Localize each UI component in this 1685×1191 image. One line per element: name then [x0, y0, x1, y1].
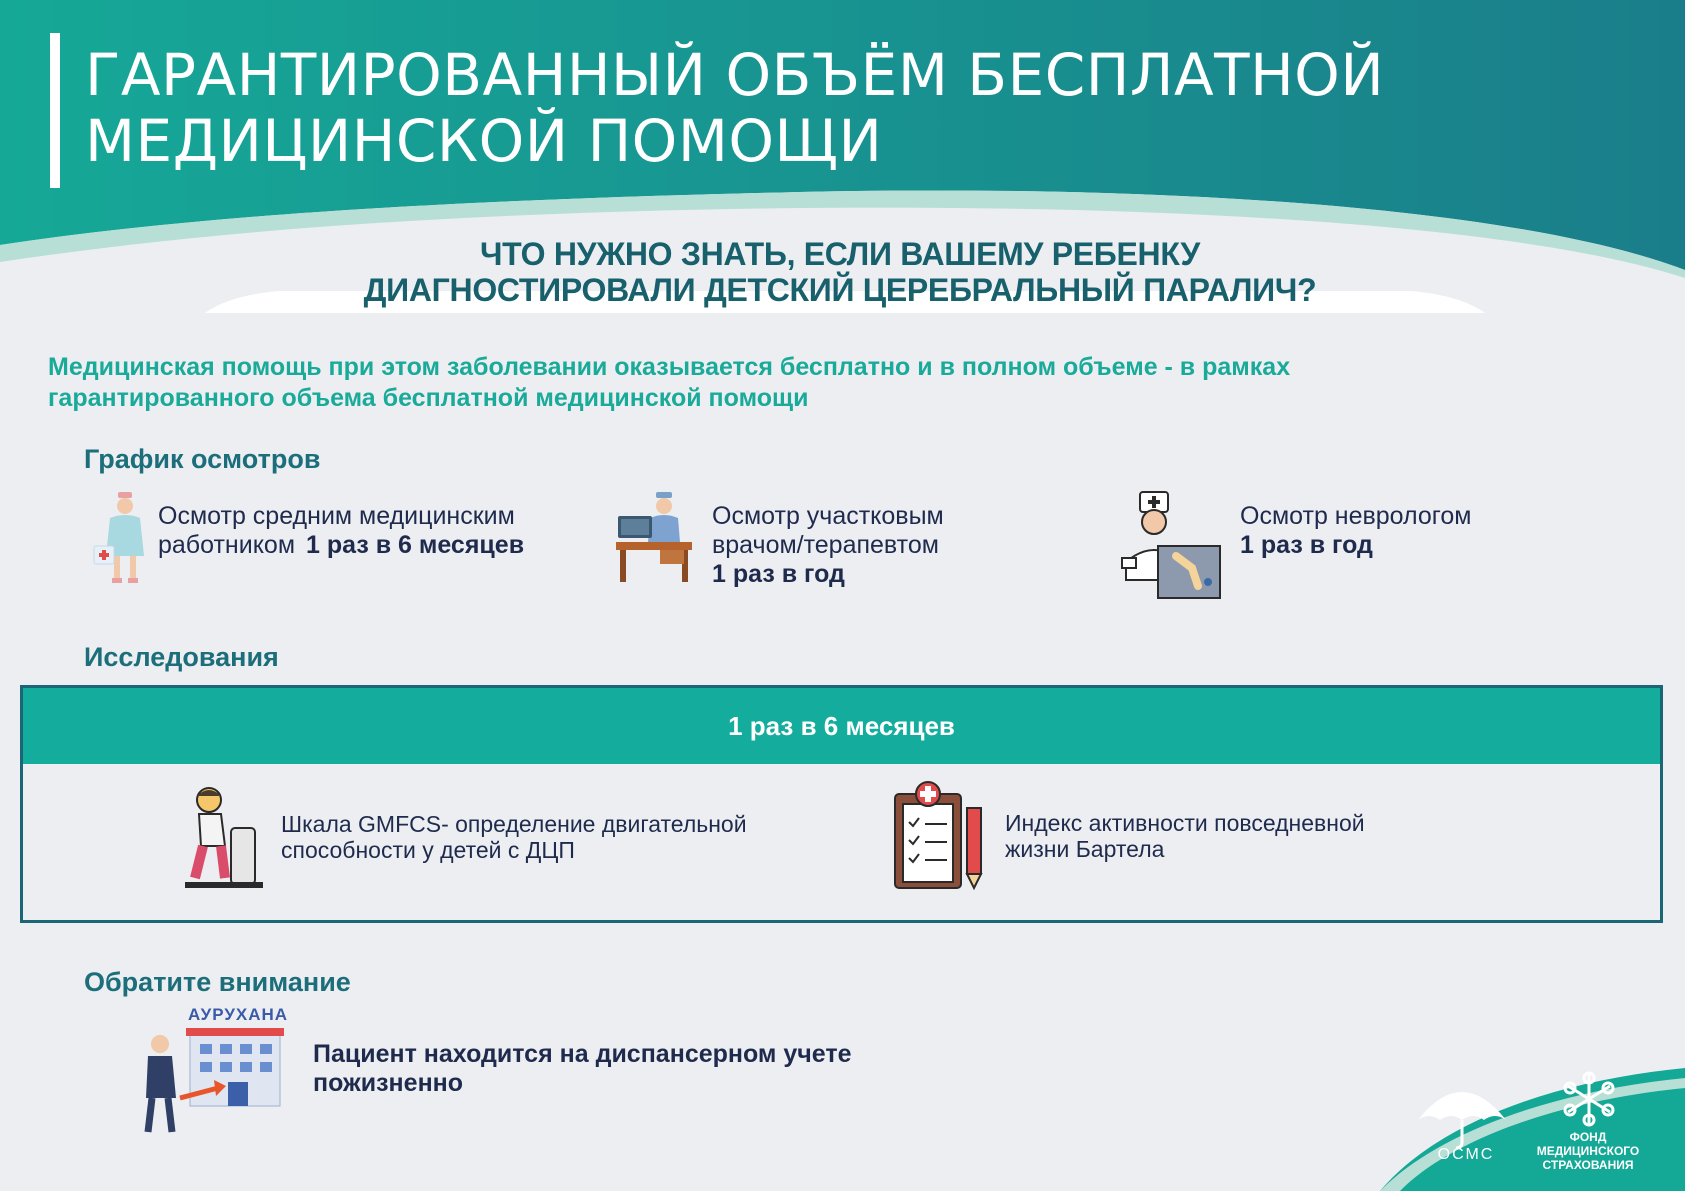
research-item-barthel — [891, 780, 1405, 892]
page-title — [85, 42, 1485, 174]
fund-logo-text — [1528, 1130, 1648, 1172]
notice-text: Пациент находится на диспансерном учете пожизненно — [313, 1040, 852, 1097]
subtitle-line1: ЧТО НУЖНО ЗНАТЬ, ЕСЛИ ВАШЕМУ РЕБЕНКУ — [480, 236, 1200, 272]
doctor-at-desk-icon — [616, 490, 692, 584]
osms-logo-text: ОСМС — [1437, 1146, 1495, 1163]
notice-title: Обратите внимание — [84, 967, 351, 997]
clipboard-checklist-icon — [891, 780, 987, 892]
fund-logo-line2: МЕДИЦИНСКОГО — [1536, 1144, 1640, 1158]
exam-nurse-label: Осмотр средним медицинским работником — [158, 502, 515, 559]
fund-logo-line3: СТРАХОВАНИЯ — [1542, 1158, 1634, 1172]
intro-text: Медицинская помощь при этом заболевании оказывается бесплатно и в полном объеме - в рамках гарантированного объема бесплатной медицинской помощи — [48, 353, 1291, 412]
neurologist-icon — [1118, 490, 1222, 602]
research-frequency-header: 1 раз в 6 месяцев — [23, 688, 1660, 764]
research-title: Исследования — [84, 642, 279, 672]
research-barthel-label: Индекс активности повседневной жизни Бартела — [1005, 810, 1365, 862]
subtitle-line2: ДИАГНОСТИРОВАЛИ ДЕТСКИЙ ЦЕРЕБРАЛЬНЫЙ ПАРАЛИЧ? — [363, 272, 1317, 308]
osms-umbrella-icon — [1414, 1070, 1510, 1150]
exam-item-gp — [616, 490, 982, 589]
research-gmfcs-label: Шкала GMFCS- определение двигательной способности у детей с ДЦП — [281, 811, 747, 863]
subtitle — [190, 236, 1490, 308]
exam-gp-label: Осмотр участковым врачом/терапевтом — [712, 502, 944, 559]
exam-neurologist-frequency: 1 раз в год — [1240, 531, 1373, 559]
exam-neurologist-label: Осмотр неврологом — [1240, 502, 1472, 530]
patient-hospital-icon — [130, 1028, 286, 1134]
child-walker-icon — [181, 784, 265, 890]
exam-nurse-frequency: 1 раз в 6 месяцев — [306, 531, 525, 559]
exam-item-neurologist — [1118, 490, 1471, 602]
page-title-line2: МЕДИЦИНСКОЙ ПОМОЩИ — [85, 107, 883, 175]
page-title-line1: ГАРАНТИРОВАННЫЙ ОБЪЁМ БЕСПЛАТНОЙ — [85, 41, 1385, 109]
nurse-icon — [92, 490, 152, 584]
exam-gp-frequency: 1 раз в год — [712, 560, 845, 588]
schedule-title: График осмотров — [84, 444, 321, 474]
fund-snowflake-icon — [1562, 1070, 1616, 1128]
title-accent-bar — [50, 33, 60, 188]
hospital-sign: АУРУХАНА — [188, 1005, 289, 1024]
research-item-gmfcs — [181, 784, 761, 890]
fund-logo-line1: ФОНД — [1569, 1130, 1607, 1144]
research-panel — [20, 685, 1663, 923]
